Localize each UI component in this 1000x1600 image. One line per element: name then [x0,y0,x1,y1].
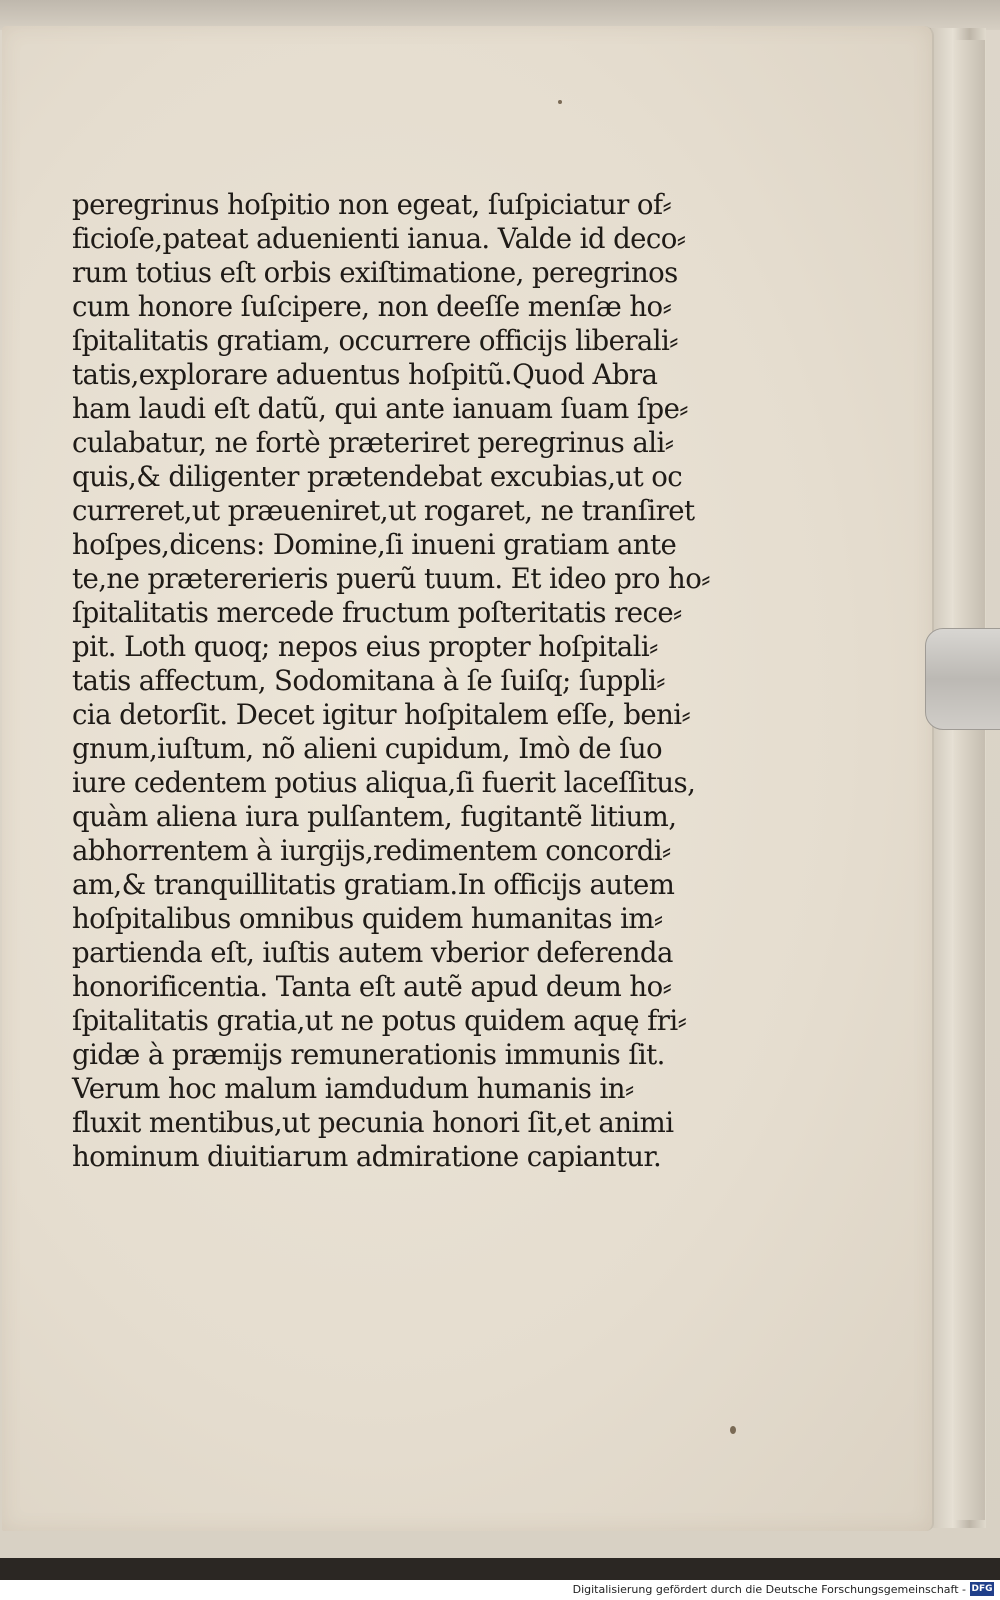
text-line: Verum hoc malum iamdudum humanis in⸗ [72,1072,634,1105]
text-block [72,188,732,1174]
book-page [2,26,934,1531]
text-line: abhorrentem à iurgijs,redimentem concordi⸗ [72,834,671,867]
text-line: gnum,iuſtum, nõ alieni cupidum, Imò de ſuo [72,732,663,765]
paper-speck [558,100,562,104]
text-line: te,ne prætererieris puerũ tuum. Et ideo pro ho⸗ [72,562,710,595]
text-line: iure cedentem potius aliqua,ſi fuerit laceſſitus, [72,766,696,799]
metal-clasp [925,628,1000,730]
text-line: tatis,explorare aduentus hoſpitũ.Quod Abra [72,358,658,391]
text-line: hoſpes,dicens: Domine,ſi inueni gratiam ante [72,528,677,561]
text-line: hominum diuitiarum admiratione capiantur. [72,1140,662,1173]
text-line: ſpitalitatis gratiam, occurrere officijs liberali⸗ [72,324,678,357]
text-line: fluxit mentibus,ut pecunia honori ſit,et animi [72,1106,674,1139]
text-line: partienda eſt, iuſtis autem vberior deferenda [72,936,673,969]
text-line: cia detorſit. Decet igitur hoſpitalem eſſe, beni⸗ [72,698,691,731]
text-line: ſpitalitatis mercede fructum poſteritatis rece⸗ [72,596,682,629]
text-line: gidæ à præmijs remunerationis immunis ſit. [72,1038,665,1071]
text-line: ficioſe,pateat aduenienti ianua. Valde id deco⸗ [72,222,686,255]
text-line: quàm aliena iura pulſantem, fugitantẽ litium, [72,800,677,833]
text-line: hoſpitalibus omnibus quidem humanitas im⸗ [72,902,663,935]
text-line: honorificentia. Tanta eſt autẽ apud deum ho⸗ [72,970,672,1003]
text-line: culabatur, ne fortè præteriret peregrinus ali⸗ [72,426,674,459]
paper-speck [730,1426,736,1434]
text-line: quis,& diligenter prætendebat excubias,ut oc [72,460,683,493]
text-line: ſpitalitatis gratia,ut ne potus quidem aquę fri⸗ [72,1004,687,1037]
bottom-dark-band [0,1558,1000,1580]
text-line: cum honore ſuſcipere, non deeſſe menſæ ho⸗ [72,290,672,323]
page-stack-edge-inner [955,40,985,1520]
text-line: peregrinus hoſpitio non egeat, ſuſpiciatur of⸗ [72,188,672,221]
digitization-credit: Digitalisierung gefördert durch die Deutsche Forschungsgemeinschaft - [572,1583,966,1596]
text-line: am,& tranquillitatis gratiam.In officijs autem [72,868,675,901]
text-line: ham laudi eſt datũ, qui ante ianuam ſuam ſpe⸗ [72,392,688,425]
text-line: tatis affectum, Sodomitana à ſe ſuiſq; ſuppli⸗ [72,664,665,697]
text-line: curreret,ut præueniret,ut rogaret, ne tranſiret [72,494,695,527]
dfg-logo: DFG [971,1584,993,1594]
text-line: pit. Loth quoq; nepos eius propter hoſpitali⸗ [72,630,658,663]
text-line: rum totius eſt orbis exiſtimatione, peregrinos [72,256,678,289]
